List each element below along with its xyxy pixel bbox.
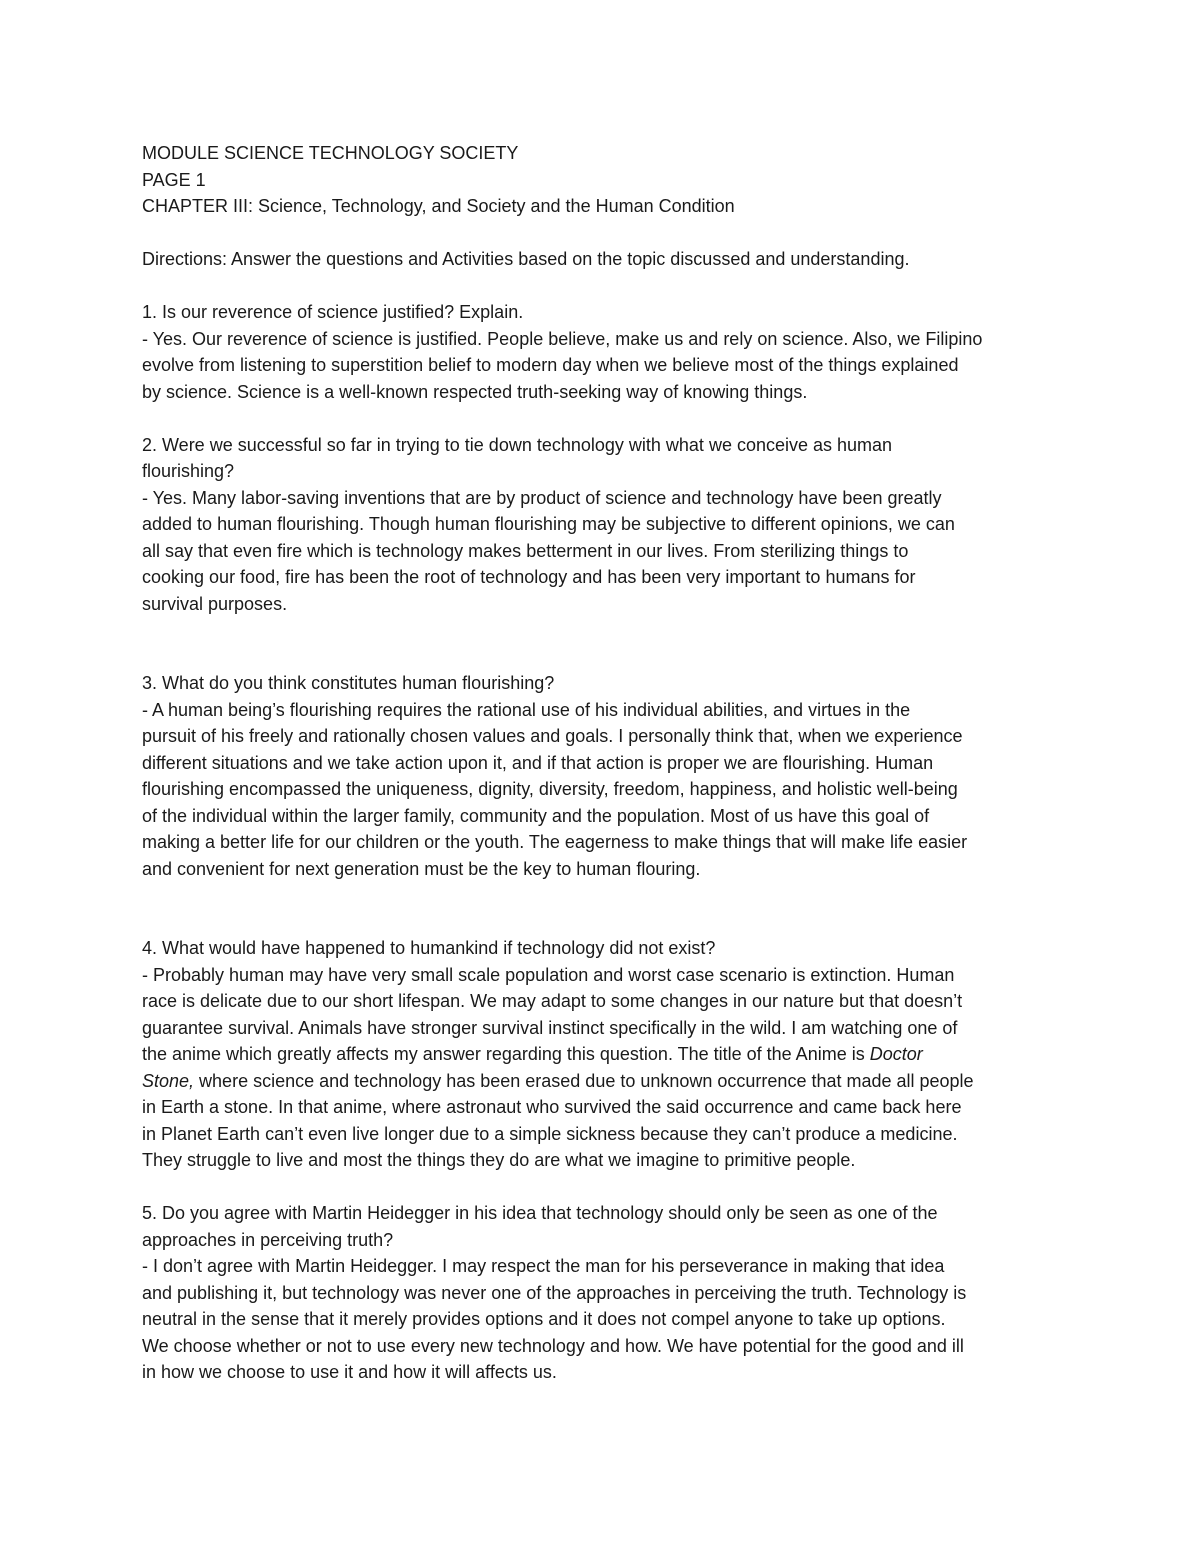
question-5-line: approaches in perceiving truth?: [142, 1229, 394, 1250]
answer-4-line: They struggle to live and most the things they do are what we imagine to primitive people.: [142, 1150, 856, 1170]
question-1: 1. Is our reverence of science justified? Explain.: [142, 302, 524, 322]
answer-2-line: all say that even fire which is technology makes betterment in our lives. From sterilizing things to: [142, 540, 909, 561]
answer-4-line: guarantee survival. Animals have stronger survival instinct specifically in the wild. I am watching one of: [142, 1017, 958, 1038]
answer-3-line: making a better life for our children or the youth. The eagerness to make things that will make life easier: [142, 832, 968, 852]
answer-3-line: of the individual within the larger family, community and the population. Most of us have this goal of: [142, 805, 930, 826]
page-number: PAGE 1: [142, 169, 206, 190]
answer-4-line: in Earth a stone. In that anime, where astronaut who survived the said occurrence and came back here: [142, 1097, 962, 1117]
anime-title-part-1: Doctor: [869, 1044, 923, 1064]
answer-4-line: in Planet Earth can’t even live longer due to a simple sickness because they can’t produce a medicine.: [142, 1123, 958, 1144]
anime-title-part-2: Stone,: [142, 1070, 195, 1091]
answer-4-line: - Probably human may have very small scale population and worst case scenario is extinction. Human: [142, 964, 955, 985]
question-2-line: 2. Were we successful so far in trying to tie down technology with what we conceive as human: [142, 434, 893, 455]
module-title: MODULE SCIENCE TECHNOLOGY SOCIETY: [142, 143, 519, 163]
answer-4-line: [142, 1041, 1058, 1068]
answer-1-line: evolve from listening to superstition belief to modern day when we believe most of the things explained: [142, 355, 959, 375]
chapter-title: CHAPTER III: Science, Technology, and Society and the Human Condition: [142, 196, 735, 216]
answer-4-text: the anime which greatly affects my answer regarding this question. The title of the Anime is: [142, 1044, 870, 1064]
answer-2-line: survival purposes.: [142, 593, 288, 614]
answer-5-line: and publishing it, but technology was never one of the approaches in perceiving the truth. Technology is: [142, 1282, 967, 1303]
answer-5-line: in how we choose to use it and how it will affects us.: [142, 1362, 557, 1382]
answer-3-line: and convenient for next generation must be the key to human flouring.: [142, 858, 701, 879]
question-3: 3. What do you think constitutes human flourishing?: [142, 673, 555, 693]
answer-4-text: where science and technology has been erased due to unknown occurrence that made all people: [194, 1070, 974, 1091]
answer-1-line: by science. Science is a well-known respected truth-seeking way of knowing things.: [142, 381, 808, 402]
answer-4-line: [142, 1068, 1058, 1095]
answer-3-line: - A human being’s flourishing requires the rational use of his individual abilities, and virtues in the: [142, 699, 911, 720]
answer-3-line: pursuit of his freely and rationally chosen values and goals. I personally think that, when we experience: [142, 726, 963, 746]
answer-2-line: added to human flourishing. Though human flourishing may be subjective to different opinions, we can: [142, 514, 955, 534]
answer-1-line: - Yes. Our reverence of science is justified. People believe, make us and rely on science. Also, we Filipino: [142, 328, 983, 349]
answer-5-line: - I don’t agree with Martin Heidegger. I may respect the man for his perseverance in making that idea: [142, 1256, 945, 1276]
answer-3-line: flourishing encompassed the uniqueness, dignity, diversity, freedom, happiness, and holistic well-being: [142, 779, 958, 799]
question-4: 4. What would have happened to humankind if technology did not exist?: [142, 938, 716, 958]
directions: Directions: Answer the questions and Activities based on the topic discussed and understanding.: [142, 249, 910, 269]
answer-3-line: different situations and we take action upon it, and if that action is proper we are flourishing. Human: [142, 752, 934, 773]
answer-2-line: cooking our food, fire has been the root of technology and has been very important to humans for: [142, 567, 916, 587]
answer-2-line: - Yes. Many labor-saving inventions that are by product of science and technology have been greatly: [142, 487, 942, 508]
answer-5-line: We choose whether or not to use every new technology and how. We have potential for the good and ill: [142, 1335, 964, 1356]
answer-4-line: race is delicate due to our short lifespan. We may adapt to some changes in our nature but that doesn’t: [142, 991, 963, 1011]
answer-5-line: neutral in the sense that it merely provides options and it does not compel anyone to take up options.: [142, 1309, 946, 1329]
question-5-line: 5. Do you agree with Martin Heidegger in his idea that technology should only be seen as one of the: [142, 1203, 938, 1223]
question-2-line: flourishing?: [142, 461, 235, 481]
